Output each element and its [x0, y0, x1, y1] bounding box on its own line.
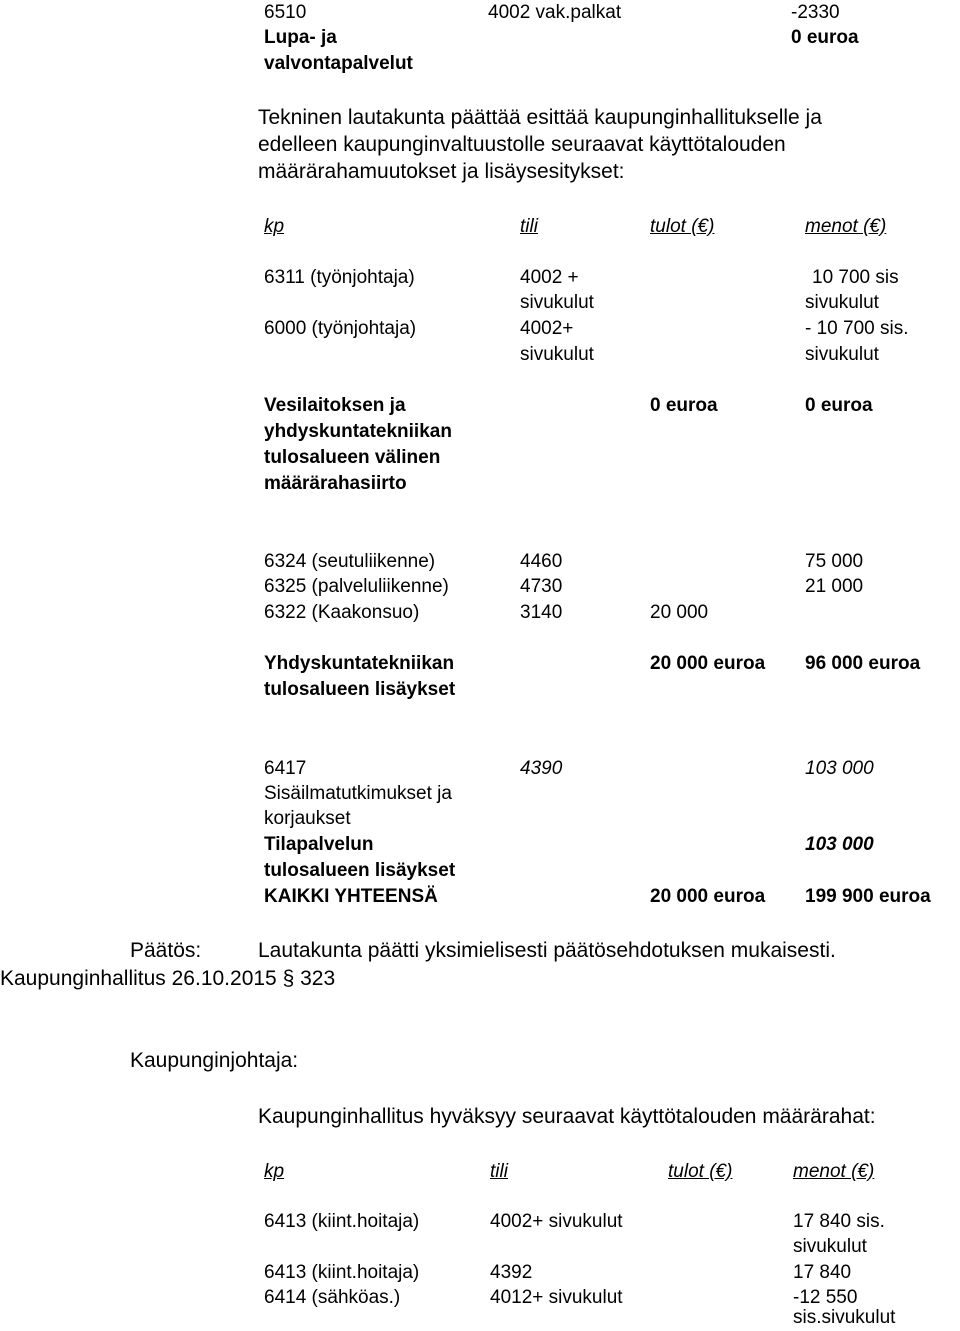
- table1-row2-tili-1: 4002+: [520, 318, 574, 339]
- top-total: 0 euroa: [791, 27, 859, 48]
- table1-summary-label-1: Vesilaitoksen ja: [264, 395, 406, 416]
- table1-summary-label-4: määrärahasiirto: [264, 473, 407, 494]
- intro-line-3: määrärahamuutokset ja lisäysesitykset:: [258, 160, 625, 183]
- table2-row1-tili: 4460: [520, 551, 563, 572]
- top-amount: -2330: [791, 2, 840, 23]
- mayor-label: Kaupunginjohtaja:: [130, 1049, 299, 1072]
- table4-header-kp: kp: [264, 1161, 285, 1182]
- table3-summary-label-1: Tilapalvelun: [264, 834, 374, 855]
- table4-row2-tili: 4392: [490, 1262, 533, 1283]
- table1-summary-menot: 0 euroa: [805, 395, 873, 416]
- table2-row1-kp: 6324 (seutuliikenne): [264, 551, 436, 572]
- table1-summary-label-3: tulosalueen välinen: [264, 447, 441, 468]
- table4-row2-menot: 17 840: [793, 1262, 852, 1283]
- top-name-line-1: Lupa- ja: [264, 27, 337, 48]
- mayor-text: Kaupunginhallitus hyväksyy seuraavat käyttötalouden määrärahat:: [258, 1105, 876, 1128]
- table4-row1-kp: 6413 (kiint.hoitaja): [264, 1211, 420, 1232]
- table4-header-menot: menot (€): [793, 1161, 875, 1182]
- table2-summary-label-2: tulosalueen lisäykset: [264, 679, 456, 700]
- top-account: 6510: [264, 2, 307, 23]
- table2-summary-label-1: Yhdyskuntatekniikan: [264, 653, 455, 674]
- decision-label: Päätös:: [130, 939, 202, 962]
- table1-summary-label-2: yhdyskuntatekniikan: [264, 421, 452, 442]
- table1-row2-tili-2: sivukulut: [520, 344, 594, 365]
- table2-row3-tili: 3140: [520, 602, 563, 623]
- table3-summary-menot: 103 000: [805, 834, 874, 855]
- table1-row1-menot-2: sivukulut: [805, 292, 879, 313]
- table3-row-kp-1: 6417: [264, 758, 307, 779]
- grand-total-tulot: 20 000 euroa: [650, 886, 766, 907]
- table4-row3-tili: 4012+ sivukulut: [490, 1287, 623, 1308]
- table1-header-tulot: tulot (€): [650, 216, 715, 237]
- table1-row1-kp: 6311 (työnjohtaja): [264, 267, 415, 288]
- decision-reference: Kaupunginhallitus 26.10.2015 § 323: [0, 967, 336, 990]
- table2-row2-menot: 21 000: [805, 576, 864, 597]
- table2-row1-menot: 75 000: [805, 551, 864, 572]
- table1-header-menot: menot (€): [805, 216, 887, 237]
- table2-row2-tili: 4730: [520, 576, 563, 597]
- table3-summary-label-2: tulosalueen lisäykset: [264, 860, 456, 881]
- table2-summary-menot: 96 000 euroa: [805, 653, 921, 674]
- table2-row3-tulot: 20 000: [650, 602, 709, 623]
- table4-row3-menot-2: sis.sivukulut: [793, 1307, 896, 1328]
- table4-row2-kp: 6413 (kiint.hoitaja): [264, 1262, 420, 1283]
- table2-row3-kp: 6322 (Kaakonsuo): [264, 602, 420, 623]
- table1-row2-menot-1: - 10 700 sis.: [805, 318, 909, 339]
- table1-row1-menot-1: 10 700 sis: [812, 267, 899, 288]
- table1-header-tili: tili: [520, 216, 538, 237]
- table3-row-tili: 4390: [520, 758, 563, 779]
- table4-header-tulot: tulot (€): [668, 1161, 733, 1182]
- table1-row2-kp: 6000 (työnjohtaja): [264, 318, 417, 339]
- table4-header-tili: tili: [490, 1161, 508, 1182]
- table1-row2-menot-2: sivukulut: [805, 344, 879, 365]
- table4-row1-menot-1: 17 840 sis.: [793, 1211, 885, 1232]
- table2-row2-kp: 6325 (palveluliikenne): [264, 576, 449, 597]
- table4-row3-menot-1: -12 550: [793, 1287, 858, 1308]
- intro-line-2: edelleen kaupunginvaltuustolle seuraavat käyttötalouden: [258, 133, 786, 156]
- top-name-line-2: valvontapalvelut: [264, 53, 413, 74]
- table1-header-kp: kp: [264, 216, 285, 237]
- table4-row3-kp: 6414 (sähköas.): [264, 1287, 401, 1308]
- table4-row1-tili: 4002+ sivukulut: [490, 1211, 623, 1232]
- table3-row-kp-2: Sisäilmatutkimukset ja: [264, 783, 452, 804]
- grand-total-label: KAIKKI YHTEENSÄ: [264, 886, 438, 907]
- decision-text: Lautakunta päätti yksimielisesti päätösehdotuksen mukaisesti.: [258, 939, 836, 962]
- table1-row1-tili-2: sivukulut: [520, 292, 594, 313]
- table3-row-kp-3: korjaukset: [264, 808, 351, 829]
- intro-line-1: Tekninen lautakunta päättää esittää kaupunginhallitukselle ja: [258, 106, 822, 129]
- table4-row1-menot-2: sivukulut: [793, 1236, 867, 1257]
- grand-total-menot: 199 900 euroa: [805, 886, 931, 907]
- table3-row-menot: 103 000: [805, 758, 874, 779]
- top-code: 4002 vak.palkat: [488, 2, 622, 23]
- table1-row1-tili-1: 4002 +: [520, 267, 579, 288]
- table1-summary-tulot: 0 euroa: [650, 395, 718, 416]
- table2-summary-tulot: 20 000 euroa: [650, 653, 766, 674]
